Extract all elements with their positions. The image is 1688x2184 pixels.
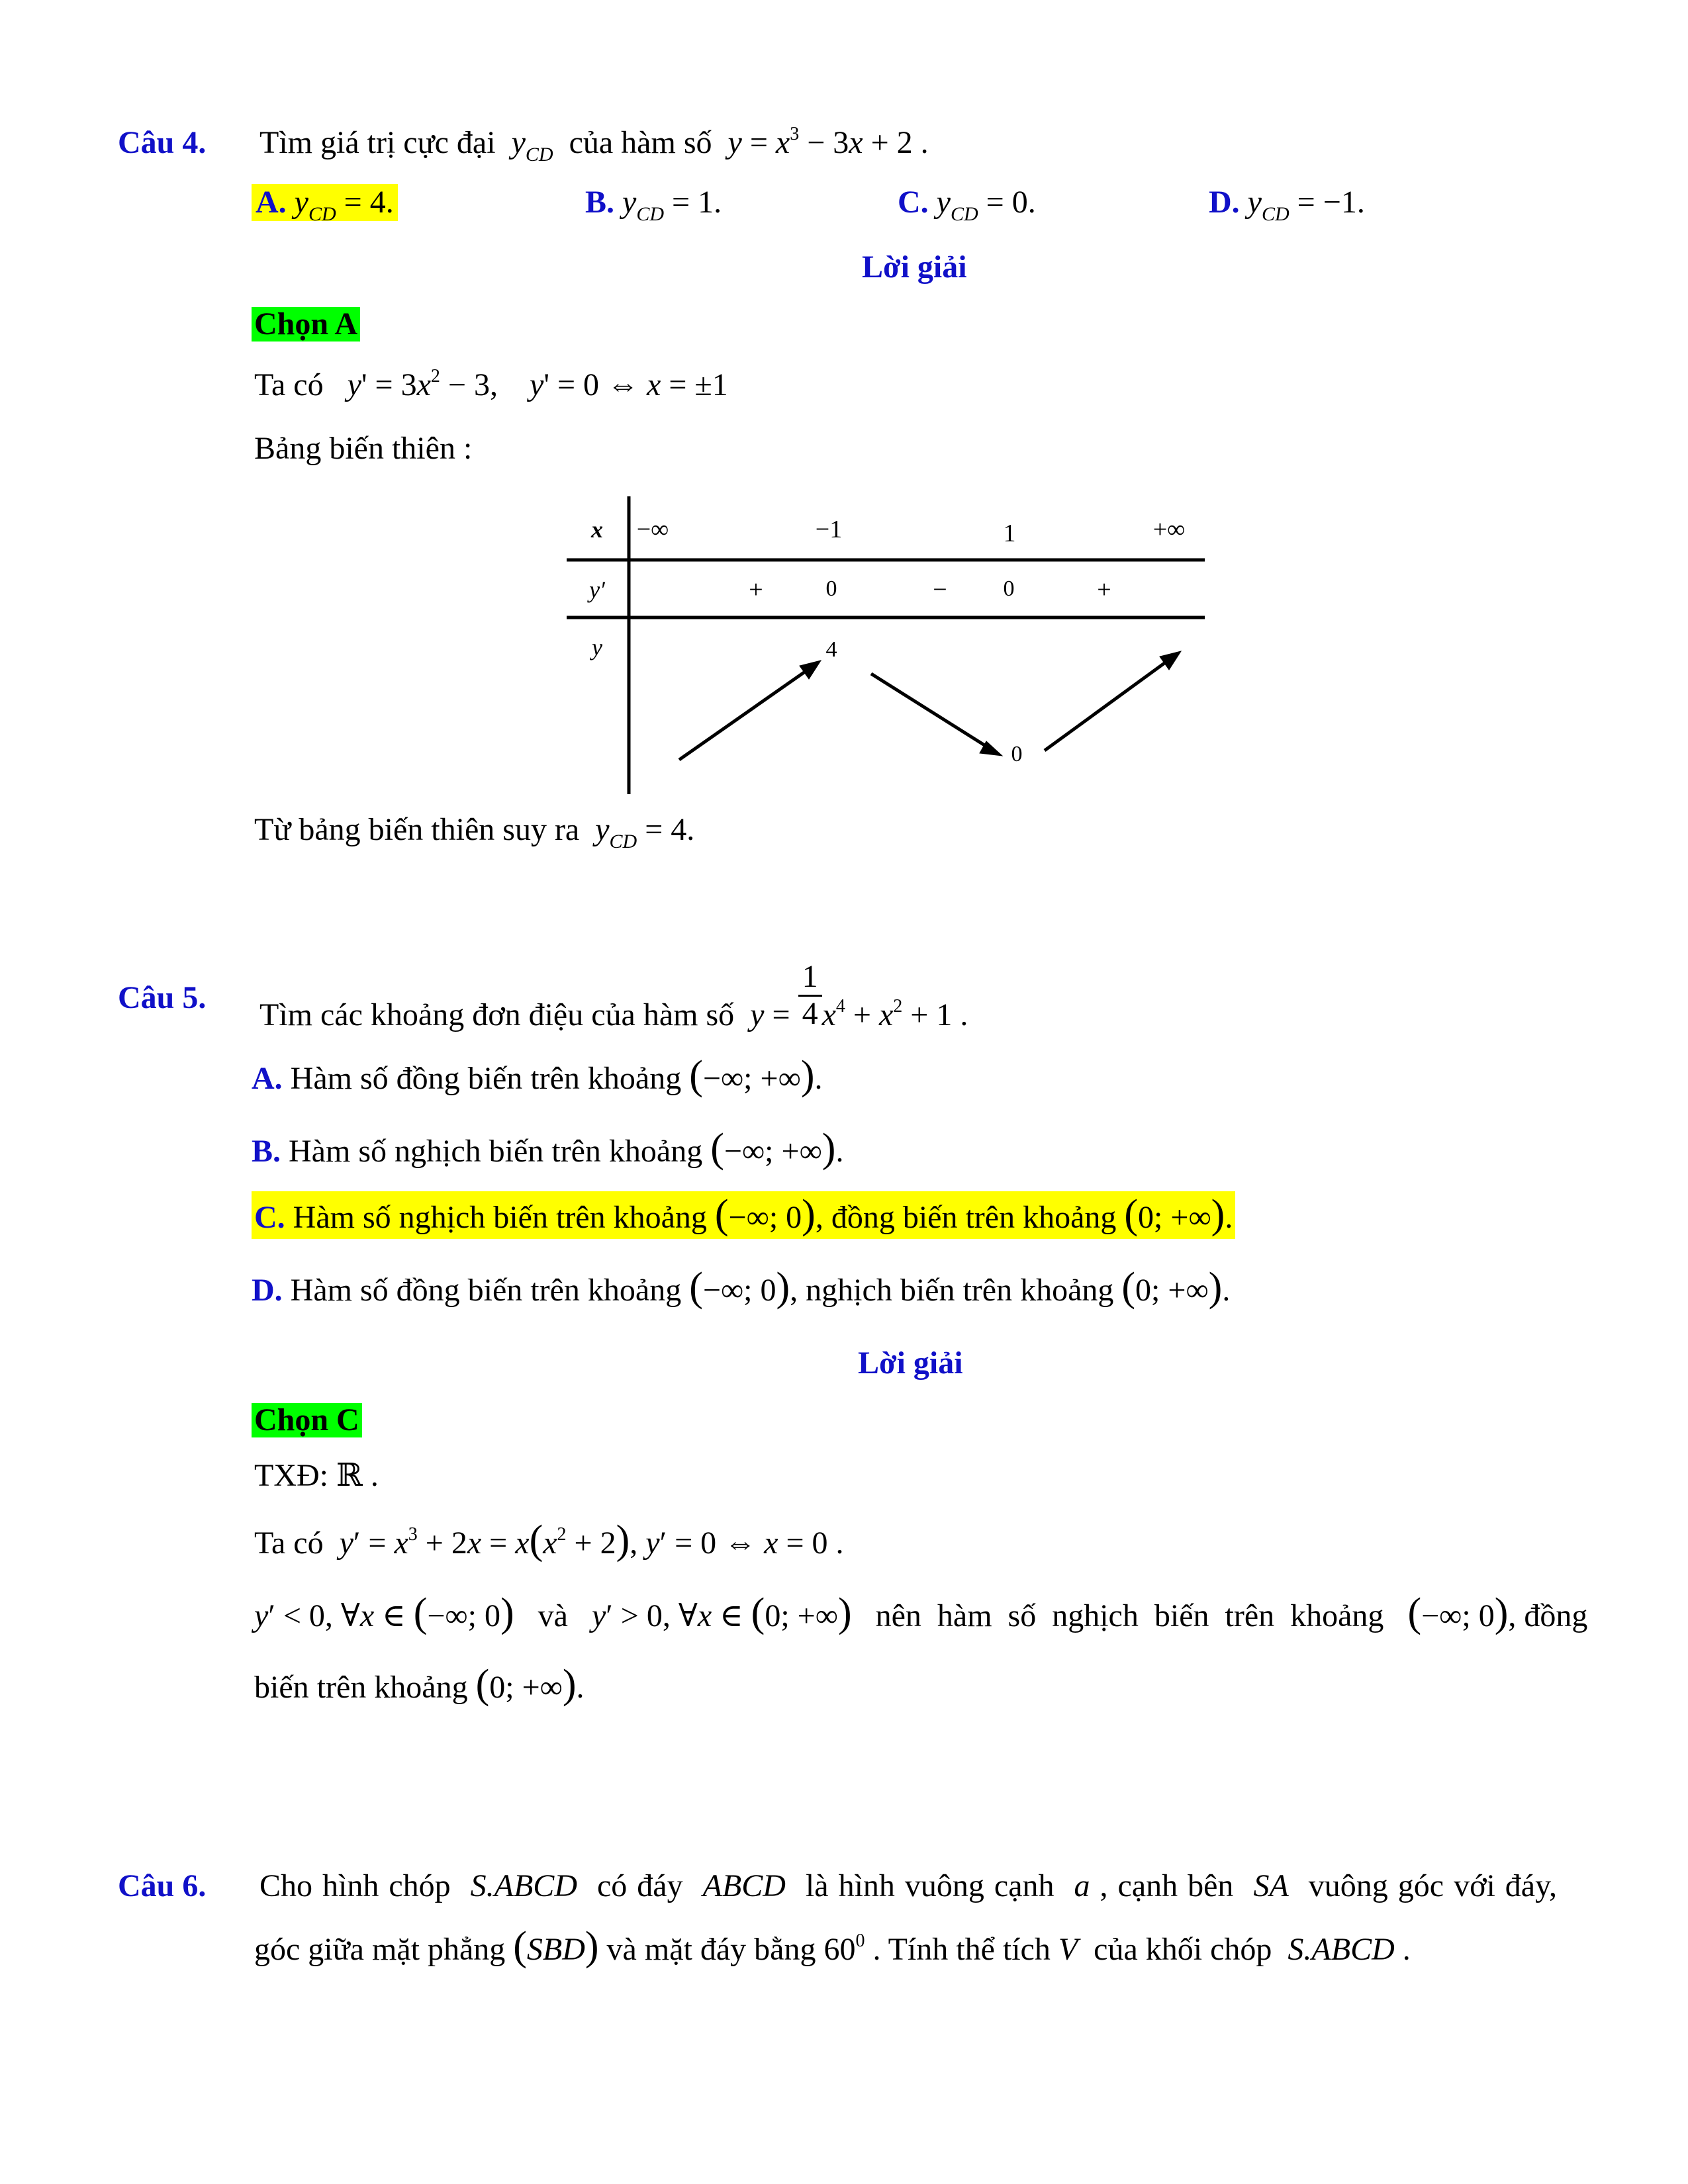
table-y-value: 4 [825, 637, 837, 662]
arrow-decreasing [871, 674, 993, 751]
arrowhead [1160, 651, 1181, 670]
table-sign: + [1097, 576, 1111, 604]
table-sign: 0 [825, 576, 837, 601]
q5-domain-line: TXĐ: ℝ . [254, 1458, 379, 1493]
table-y-value: 0 [1011, 742, 1023, 766]
arrow-increasing-left [679, 667, 812, 760]
table-row-label-yprime: y′ [589, 576, 605, 603]
q5-derivative-line: Ta có $y' = x^3 + 2x = x(x^2 + 2)$, y′ = 0 ⇔ x = 0 . [254, 1518, 844, 1563]
table-x-value: +∞ [1152, 516, 1186, 543]
q4-option-d[interactable]: D. $y_{CD} = -1$. [1209, 185, 1365, 225]
table-sign: − [933, 576, 947, 604]
q5-option-d[interactable]: D. Hàm số đồng biến trên khoảng (−∞; 0), nghịch biến trên khoảng (0; +∞). [252, 1265, 1231, 1310]
q5-conclusion-line2: biến trên khoảng (0; +∞). [254, 1662, 585, 1707]
table-row-label-x: x [591, 516, 603, 543]
table-sign: 0 [1003, 576, 1015, 601]
q5-conclusion-line1: y′ < 0, ∀x ∈ (−∞; 0) và y′ > 0, ∀x ∈ (0; +∞) nên hàm số nghịch biến trên khoảng (−∞; 0), đồng [254, 1590, 1588, 1635]
q4-table-intro: Bảng biến thiên : [254, 431, 473, 466]
q5-option-b[interactable]: B. Hàm số nghịch biến trên khoảng (−∞; +∞). [252, 1126, 844, 1171]
q4-stem: Tìm giá trị cực đại $y_{CD}$ của hàm số $y = x^3 - 3x + 2$ . [259, 124, 929, 165]
q4-option-b[interactable]: B. $y_{CD} = 1$. [585, 185, 722, 225]
table-sign: + [749, 576, 763, 604]
q5-chosen-answer: Chọn C [252, 1403, 362, 1437]
q5-solution-title: Lời giải [858, 1345, 963, 1381]
q4-label: Câu 4. [118, 125, 207, 160]
q6-line1: Cho hình chóp S.ABCD có đáy ABCD là hình vuông cạnh a , cạnh bên SA vuông góc với đáy, [259, 1868, 1557, 1903]
q5-label: Câu 5. [118, 980, 207, 1015]
q4-option-c[interactable]: C. $y_{CD} = 0$. [898, 185, 1036, 225]
table-x-value: −1 [815, 516, 843, 543]
q5-option-c[interactable]: C. Hàm số nghịch biến trên khoảng (−∞; 0), đồng biến trên khoảng (0; +∞). [252, 1191, 1235, 1239]
q4-solution-title: Lời giải [862, 250, 967, 285]
q5-stem: Tìm các khoảng đơn điệu của hàm số y = $\frac{1}{4}$ $x_4 + x_2 + 1$ . [259, 959, 968, 1033]
q4-conclusion: Từ bảng biến thiên suy ra $y_{CD} = 4$. [254, 812, 695, 852]
variation-table [563, 490, 1211, 801]
q5-option-a[interactable]: A. Hàm số đồng biến trên khoảng (−∞; +∞). [252, 1053, 823, 1098]
table-x-value: 1 [1003, 520, 1016, 547]
table-x-value: −∞ [636, 516, 669, 543]
table-row-label-y: y [592, 634, 602, 660]
q6-label: Câu 6. [118, 1868, 207, 1903]
q6-line2: góc giữa mặt phẳng (SBD) và mặt đáy bằng $60^0$ . Tính thể tích V của khối chóp S.ABCD . [254, 1924, 1411, 1969]
arrow-increasing-right [1045, 658, 1172, 751]
q4-derivative-line: Ta có $y' = 3x^2 - 3$, y' = 0 ⇔ x = ±1 [254, 366, 728, 402]
q4-option-a[interactable]: A. $y_{CD} = 4$. [252, 184, 398, 221]
arrowhead [800, 660, 821, 679]
q4-chosen-answer: Chọn A [252, 307, 360, 341]
